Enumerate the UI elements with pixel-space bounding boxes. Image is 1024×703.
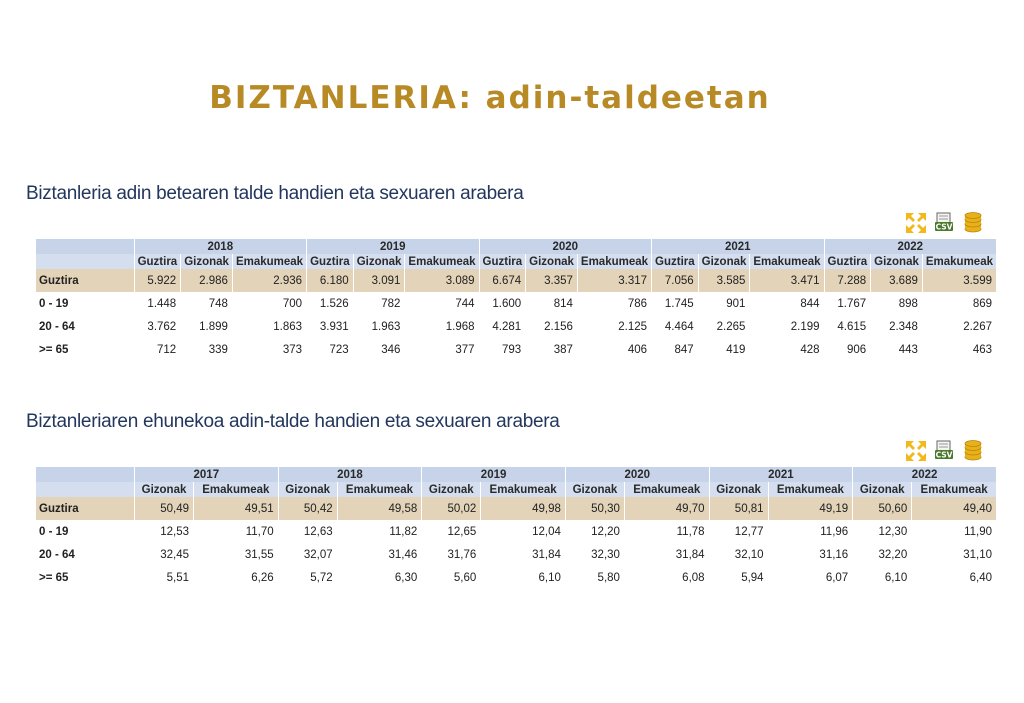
value-cell: 5,51 [135, 566, 193, 589]
value-cell: 12,77 [710, 520, 768, 543]
value-cell: 2.348 [871, 315, 922, 338]
database-icon[interactable] [963, 212, 983, 234]
value-cell: 3.317 [578, 269, 651, 292]
value-cell: 11,96 [769, 520, 853, 543]
value-cell: 4.281 [480, 315, 526, 338]
sex-header: Guztira [307, 254, 353, 269]
value-cell: 3.599 [923, 269, 996, 292]
sex-header: Guztira [135, 254, 181, 269]
value-cell: 6,08 [625, 566, 709, 589]
sex-header: Emakumeak [912, 482, 996, 497]
corner-cell [36, 239, 134, 254]
year-header: 2021 [652, 239, 823, 254]
value-cell: 49,58 [338, 497, 422, 520]
value-cell: 373 [233, 338, 306, 361]
sex-header: Guztira [825, 254, 871, 269]
value-cell: 6,10 [481, 566, 565, 589]
sex-header: Gizonak [422, 482, 480, 497]
value-cell: 32,45 [135, 543, 193, 566]
value-cell: 748 [181, 292, 232, 315]
year-header: 2018 [135, 239, 306, 254]
value-cell: 6.674 [480, 269, 526, 292]
value-cell: 1.745 [652, 292, 698, 315]
year-header: 2019 [307, 239, 478, 254]
value-cell: 2.199 [750, 315, 823, 338]
year-header-row [36, 467, 996, 482]
value-cell: 3.762 [135, 315, 181, 338]
value-cell: 3.091 [354, 269, 405, 292]
sex-header: Gizonak [135, 482, 193, 497]
value-cell: 463 [923, 338, 996, 361]
value-cell: 32,10 [710, 543, 768, 566]
sex-header: Emakumeak [769, 482, 853, 497]
value-cell: 50,60 [853, 497, 911, 520]
value-cell: 3.089 [405, 269, 478, 292]
value-cell: 31,55 [194, 543, 278, 566]
value-cell: 2.936 [233, 269, 306, 292]
value-cell: 744 [405, 292, 478, 315]
sex-header-row [36, 254, 996, 269]
value-cell: 906 [825, 338, 871, 361]
csv-download-icon[interactable] [934, 440, 954, 462]
value-cell: 6.180 [307, 269, 353, 292]
value-cell: 5,72 [279, 566, 337, 589]
value-cell: 793 [480, 338, 526, 361]
value-cell: 12,53 [135, 520, 193, 543]
value-cell: 869 [923, 292, 996, 315]
sex-header: Emakumeak [750, 254, 823, 269]
value-cell: 782 [354, 292, 405, 315]
row-label: >= 65 [36, 338, 134, 361]
value-cell: 49,98 [481, 497, 565, 520]
value-cell: 339 [181, 338, 232, 361]
value-cell: 11,78 [625, 520, 709, 543]
value-cell: 49,51 [194, 497, 278, 520]
value-cell: 898 [871, 292, 922, 315]
value-cell: 5,94 [710, 566, 768, 589]
value-cell: 1.899 [181, 315, 232, 338]
population-table [35, 239, 997, 361]
value-cell: 31,84 [481, 543, 565, 566]
value-cell: 6,40 [912, 566, 996, 589]
csv-download-icon[interactable] [934, 212, 954, 234]
table-row [36, 520, 996, 543]
value-cell: 4.615 [825, 315, 871, 338]
table1-toolbar [905, 212, 983, 234]
row-label: Guztira [36, 269, 134, 292]
sex-header: Gizonak [526, 254, 577, 269]
value-cell: 12,04 [481, 520, 565, 543]
database-icon[interactable] [963, 440, 983, 462]
value-cell: 1.448 [135, 292, 181, 315]
sex-header: Guztira [652, 254, 698, 269]
value-cell: 1.526 [307, 292, 353, 315]
value-cell: 723 [307, 338, 353, 361]
sex-header: Gizonak [181, 254, 232, 269]
value-cell: 7.056 [652, 269, 698, 292]
year-header: 2020 [566, 467, 709, 482]
year-header: 2018 [279, 467, 422, 482]
value-cell: 2.125 [578, 315, 651, 338]
value-cell: 6,07 [769, 566, 853, 589]
value-cell: 3.931 [307, 315, 353, 338]
table-row [36, 269, 996, 292]
sex-header: Emakumeak [405, 254, 478, 269]
value-cell: 1.767 [825, 292, 871, 315]
sex-header: Emakumeak [194, 482, 278, 497]
value-cell: 3.689 [871, 269, 922, 292]
sex-header: Gizonak [566, 482, 624, 497]
value-cell: 2.156 [526, 315, 577, 338]
value-cell: 7.288 [825, 269, 871, 292]
corner-cell [36, 482, 134, 497]
value-cell: 31,10 [912, 543, 996, 566]
value-cell: 49,70 [625, 497, 709, 520]
sex-header: Emakumeak [923, 254, 996, 269]
value-cell: 2.986 [181, 269, 232, 292]
value-cell: 346 [354, 338, 405, 361]
value-cell: 3.585 [699, 269, 750, 292]
value-cell: 786 [578, 292, 651, 315]
value-cell: 12,63 [279, 520, 337, 543]
row-label: 0 - 19 [36, 520, 134, 543]
sex-header: Emakumeak [338, 482, 422, 497]
value-cell: 50,42 [279, 497, 337, 520]
value-cell: 6,26 [194, 566, 278, 589]
value-cell: 2.267 [923, 315, 996, 338]
row-label: 0 - 19 [36, 292, 134, 315]
value-cell: 31,76 [422, 543, 480, 566]
table-row [36, 543, 996, 566]
value-cell: 1.863 [233, 315, 306, 338]
sex-header: Emakumeak [233, 254, 306, 269]
value-cell: 6,10 [853, 566, 911, 589]
csv-label: CSV [935, 450, 953, 460]
value-cell: 12,65 [422, 520, 480, 543]
row-label: Guztira [36, 497, 134, 520]
value-cell: 5,60 [422, 566, 480, 589]
value-cell: 32,07 [279, 543, 337, 566]
value-cell: 49,40 [912, 497, 996, 520]
table1-title: Biztanleria adin betearen talde handien eta sexuaren arabera [26, 183, 524, 204]
value-cell: 6,30 [338, 566, 422, 589]
sex-header-row [36, 482, 996, 497]
value-cell: 1.600 [480, 292, 526, 315]
value-cell: 844 [750, 292, 823, 315]
value-cell: 11,82 [338, 520, 422, 543]
corner-cell [36, 467, 134, 482]
year-header: 2019 [422, 467, 565, 482]
value-cell: 2.265 [699, 315, 750, 338]
value-cell: 11,70 [194, 520, 278, 543]
sex-header: Emakumeak [481, 482, 565, 497]
value-cell: 419 [699, 338, 750, 361]
value-cell: 814 [526, 292, 577, 315]
value-cell: 3.471 [750, 269, 823, 292]
value-cell: 50,49 [135, 497, 193, 520]
value-cell: 847 [652, 338, 698, 361]
year-header: 2017 [135, 467, 278, 482]
table2-title: Biztanleriaren ehunekoa adin-talde handien eta sexuaren arabera [26, 411, 560, 432]
expand-icon[interactable] [905, 440, 925, 462]
value-cell: 443 [871, 338, 922, 361]
sex-header: Gizonak [871, 254, 922, 269]
table-row [36, 315, 996, 338]
expand-icon[interactable] [905, 212, 925, 234]
table-row [36, 497, 996, 520]
value-cell: 32,20 [853, 543, 911, 566]
sex-header: Guztira [480, 254, 526, 269]
percentage-table [35, 467, 997, 589]
sex-header: Gizonak [279, 482, 337, 497]
value-cell: 712 [135, 338, 181, 361]
csv-label: CSV [935, 222, 953, 232]
value-cell: 11,90 [912, 520, 996, 543]
value-cell: 387 [526, 338, 577, 361]
value-cell: 5,80 [566, 566, 624, 589]
value-cell: 406 [578, 338, 651, 361]
row-label: 20 - 64 [36, 315, 134, 338]
value-cell: 5.922 [135, 269, 181, 292]
sex-header: Emakumeak [578, 254, 651, 269]
corner-cell [36, 254, 134, 269]
value-cell: 50,30 [566, 497, 624, 520]
value-cell: 377 [405, 338, 478, 361]
year-header: 2021 [710, 467, 853, 482]
table2-toolbar [905, 440, 983, 462]
sex-header: Gizonak [354, 254, 405, 269]
value-cell: 901 [699, 292, 750, 315]
sex-header: Emakumeak [625, 482, 709, 497]
value-cell: 700 [233, 292, 306, 315]
value-cell: 3.357 [526, 269, 577, 292]
table-row [36, 566, 996, 589]
value-cell: 1.968 [405, 315, 478, 338]
value-cell: 49,19 [769, 497, 853, 520]
value-cell: 31,46 [338, 543, 422, 566]
page-title: BIZTANLERIA: adin-taldeetan [209, 80, 771, 116]
year-header: 2022 [825, 239, 996, 254]
row-label: 20 - 64 [36, 543, 134, 566]
row-label: >= 65 [36, 566, 134, 589]
value-cell: 428 [750, 338, 823, 361]
sex-header: Gizonak [710, 482, 768, 497]
value-cell: 50,81 [710, 497, 768, 520]
year-header-row [36, 239, 996, 254]
year-header: 2020 [480, 239, 651, 254]
table-row [36, 338, 996, 361]
sex-header: Gizonak [699, 254, 750, 269]
value-cell: 50,02 [422, 497, 480, 520]
value-cell: 12,20 [566, 520, 624, 543]
value-cell: 32,30 [566, 543, 624, 566]
value-cell: 4.464 [652, 315, 698, 338]
value-cell: 31,84 [625, 543, 709, 566]
sex-header: Gizonak [853, 482, 911, 497]
value-cell: 31,16 [769, 543, 853, 566]
table-row [36, 292, 996, 315]
year-header: 2022 [853, 467, 996, 482]
value-cell: 1.963 [354, 315, 405, 338]
value-cell: 12,30 [853, 520, 911, 543]
